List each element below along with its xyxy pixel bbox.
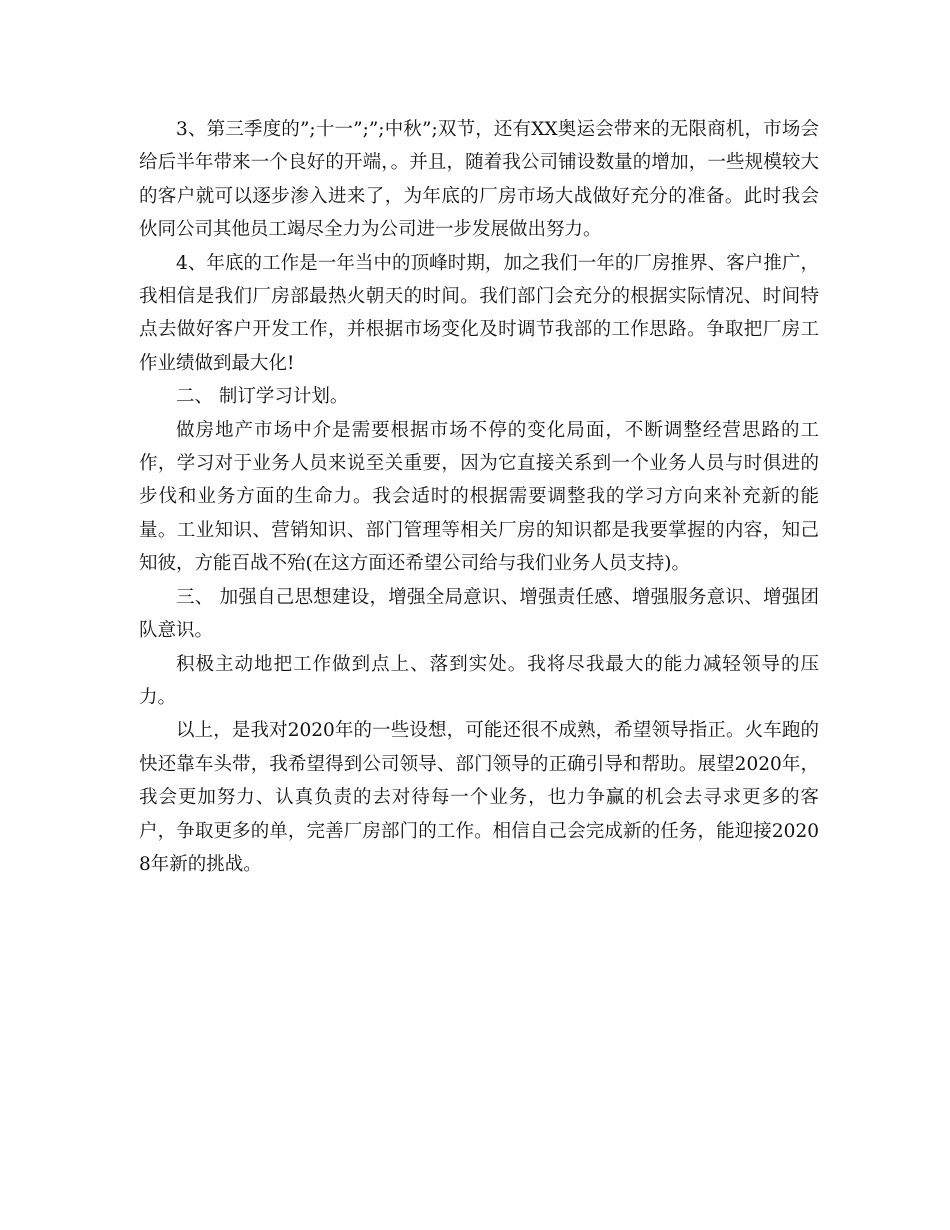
paragraph-proactive-work: 积极主动地把工作做到点上、落到实处。我将尽我最大的能力减轻领导的压力。 (139, 653, 819, 708)
paragraph-conclusion: 以上，是我对2020年的一些设想，可能还很不成熟，希望领导指正。火车跑的快还靠车头带，我希望得到公司领导、部门领导的正确引导和帮助。展望2020年，我会更加努力、认真负责的去对待每一个业务，也力争赢的机会去寻求更多的客户，争取更多的单，完善厂房部门的工作。相信自己会完成新的任务，能迎接20208年新的挑战。 (139, 720, 819, 875)
paragraph-q3-plan: 3、第三季度的”;十一”;”;中秋”;双节，还有XX奥运会带来的无限商机，市场会给后半年带来一个良好的开端，。并且，随着我公司铺设数量的增加，一些规模较大的客户就可以逐步渗入进来了，为年底的厂房市场大战做好充分的准备。此时我会伙同公司其他员工竭尽全力为公司进一步发展做出努力。 (139, 119, 819, 241)
section-heading-mindset: 三、 加强自己思想建设，增强全局意识、增强责任感、增强服务意识、增强团队意识。 (139, 586, 819, 642)
document-body (139, 113, 819, 881)
paragraph-study-plan: 做房地产市场中介是需要根据市场不停的变化局面，不断调整经营思路的工作，学习对于业务人员来说至关重要，因为它直接关系到一个业务人员与时俱进的步伐和业务方面的生命力。我会适时的根据需要调整我的学习方向来补充新的能量。工业知识、营销知识、部门管理等相关厂房的知识都是我要掌握的内容，知己知彼，方能百战不殆(在这方面还希望公司给与我们业务人员支持)。 (139, 419, 819, 575)
section-heading-study-plan: 二、 制订学习计划。 (176, 386, 349, 408)
paragraph-year-end-plan: 4、年底的工作是一年当中的顶峰时期，加之我们一年的厂房推界、客户推广，我相信是我们厂房部最热火朝天的时间。我们部门会充分的根据实际情况、时间特点去做好客户开发工作，并根据市场变化及时调节我部的工作思路。争取把厂房工作业绩做到最大化! (139, 252, 819, 374)
